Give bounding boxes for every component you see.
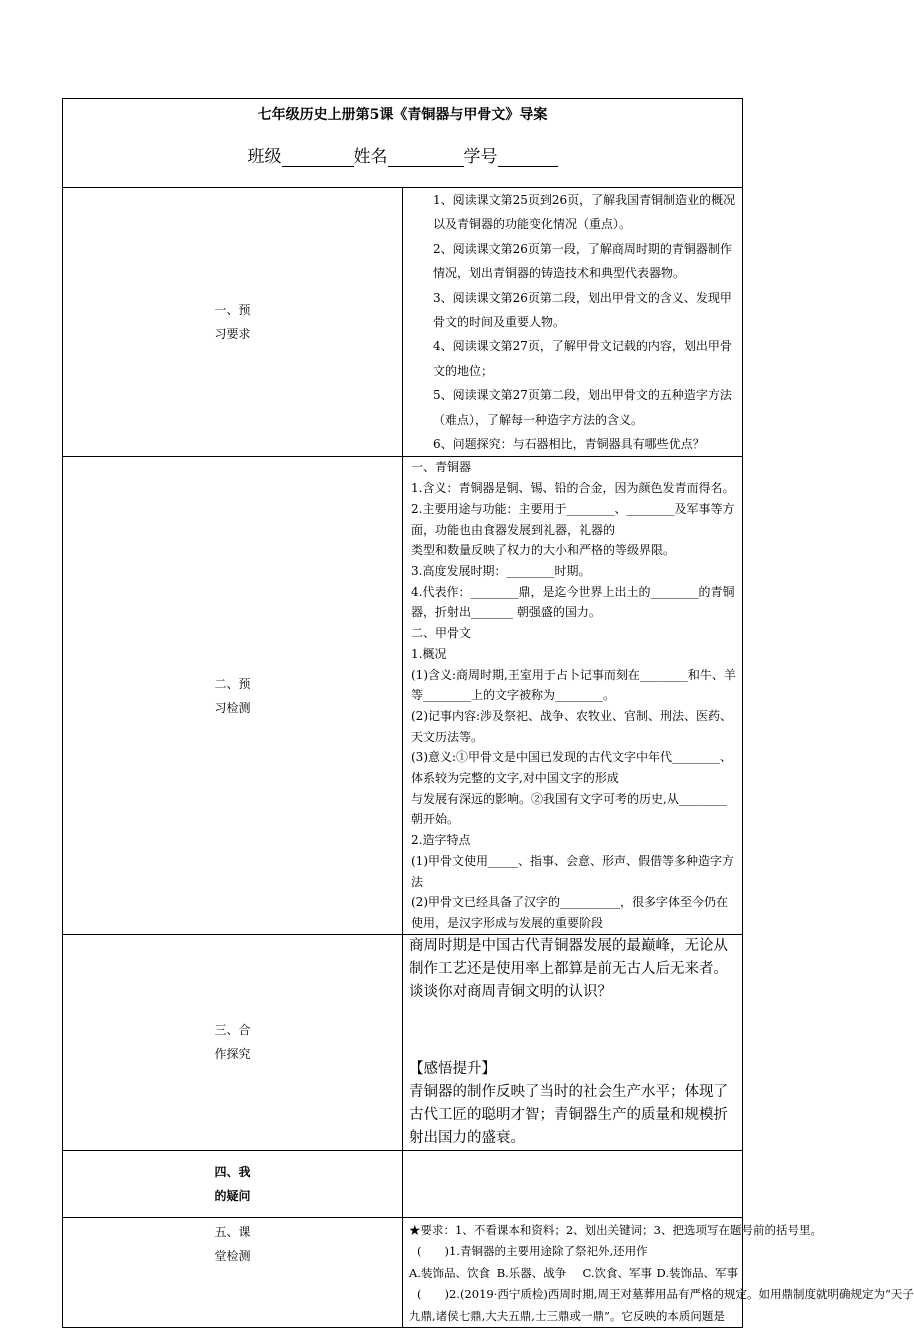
header-cell	[63, 99, 743, 188]
check-line: (2)记事内容:涉及祭祀、战争、农牧业、官制、刑法、医药、天文历法等。	[411, 708, 733, 744]
section3-content	[403, 934, 743, 1150]
section1-content	[403, 188, 743, 457]
prep-item: 6、问题探究：与石器相比，青铜器具有哪些优点？	[433, 437, 705, 452]
prep-item: 3、阅读课文第26页第二段，划出甲骨文的含义、发现甲骨文的时间及重要人物。	[433, 290, 732, 330]
name-blank[interactable]	[388, 148, 464, 167]
check-line: (1)甲骨文使用_____、指事、会意、形声、假借等多种造字方法	[411, 853, 735, 889]
question-space[interactable]	[403, 1150, 743, 1217]
question-1: ( )1.青铜器的主要用途除了祭祀外,还用作	[417, 1244, 648, 1259]
check-line: 类型和数量反映了权力的大小和严格的等级界限。	[411, 543, 676, 558]
check-line: 2.主要用途与功能：主要用于________、________及军事等方面，功能也由食器发展到礼器，礼器的	[411, 501, 735, 537]
prep-item: 5、阅读课文第27页第二段，划出甲骨文的五种造字方法（难点），了解每一种造字方法的含义。	[433, 388, 732, 427]
question-2-line2: 九鼎,诸侯七鼎,大夫五鼎,士三鼎或一鼎”。它反映的本质问题是	[409, 1308, 725, 1323]
page-title: 七年级历史上册第5课《青铜器与甲骨文》导案	[257, 107, 548, 123]
section4-label: 四、我的疑问	[63, 1150, 403, 1217]
student-info-line	[63, 142, 742, 172]
name-label: 姓名	[353, 147, 388, 167]
section2-label: 二、预习检测	[63, 457, 403, 934]
id-blank[interactable]	[498, 148, 558, 167]
check-line: (2)甲骨文已经具备了汉字的__________，很多字体至今仍在使用，是汉字形成与发展的重要阶段	[411, 895, 728, 930]
section5-content	[403, 1217, 914, 1328]
insight-text: 青铜器的制作反映了当时的社会生产水平；体现了古代工匠的聪明才智；青铜器生产的质量和规模折射出国力的盛衰。	[409, 1083, 728, 1146]
check-line: 二、甲骨文	[411, 626, 472, 641]
check-line: (1)含义:商周时期,王室用于占卜记事而刻在________和牛、羊等________上的文字被称为________。	[411, 667, 736, 703]
guide-table	[62, 98, 914, 1328]
option-a[interactable]: A.装饰品、饮食	[409, 1265, 490, 1280]
question-1-options	[403, 1263, 742, 1285]
check-line: 2.造字特点	[411, 833, 471, 848]
section1-label: 一、预习要求	[63, 188, 403, 457]
check-line: 与发展有深远的影响。②我国有文字可考的历史,从________朝开始。	[411, 791, 727, 827]
section3-label: 三、合作探究	[63, 934, 403, 1150]
prep-item: 2、阅读课文第26页第一段，了解商周时期的青铜器制作情况，划出青铜器的铸造技术和典型代表器物。	[433, 241, 732, 281]
check-line: 一、青铜器	[411, 460, 472, 475]
section2-content	[403, 457, 743, 934]
prep-item: 4、阅读课文第27页，了解甲骨文记载的内容，划出甲骨文的地位；	[433, 339, 732, 378]
class-label: 班级	[247, 147, 282, 167]
option-c[interactable]: C.饮食、军事	[582, 1265, 653, 1280]
insight-title: 【感悟提升】	[409, 1060, 496, 1077]
id-label: 学号	[463, 147, 498, 167]
prep-item: 1、阅读课文第25页到26页，了解我国青铜制造业的概况以及青铜器的功能变化情况（重点）。	[433, 193, 736, 232]
option-d[interactable]: D.装饰品、军事	[656, 1265, 738, 1280]
check-line: 3.高度发展时期：________时期。	[411, 563, 591, 578]
explore-question: 商周时期是中国古代青铜器发展的最巅峰，无论从制作工艺还是使用率上都算是前无古人后无来者。谈谈你对商周青铜文明的认识？	[409, 937, 728, 1000]
section5-label: 五、课堂检测	[63, 1217, 403, 1328]
option-b[interactable]: B.乐器、战争	[496, 1265, 567, 1280]
check-line: 1.含义：青铜器是铜、锡、铅的合金，因为颜色发青而得名。	[411, 481, 735, 496]
check-line: 4.代表作：________鼎，是迄今世界上出土的________的青铜器，折射出_______ 朝强盛的国力。	[411, 584, 735, 620]
test-requirement: ★要求：1、不看课本和资料；2、划出关键词；3、把选项写在题号前的括号里。	[409, 1222, 822, 1237]
check-line: (3)意义:①甲骨文是中国已发现的古代文字中年代________、体系较为完整的文字,对中国文字的形成	[411, 750, 733, 786]
question-2-line1: ( )2.(2019·西宁质检)西周时期,周王对墓葬用品有严格的规定。如用鼎制度就明确规定为“天子	[417, 1287, 914, 1302]
answer-space[interactable]	[403, 1004, 742, 1058]
class-blank[interactable]	[282, 148, 354, 167]
check-line: 1.概况	[411, 646, 447, 661]
